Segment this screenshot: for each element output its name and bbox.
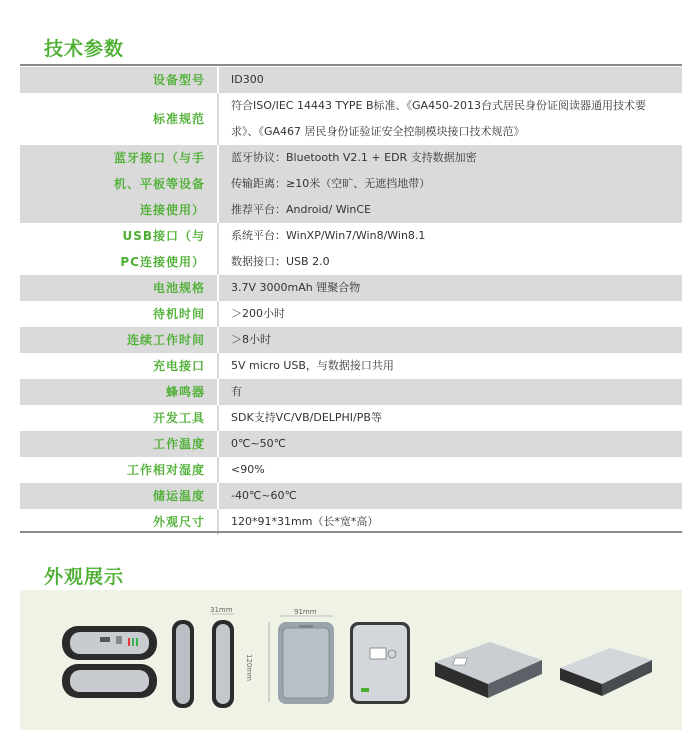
spec-value	[218, 67, 682, 93]
spec-value-line: <90%	[231, 463, 265, 476]
spec-label-line: 工作温度	[152, 437, 205, 451]
spec-label	[20, 431, 218, 457]
device-end-view-bottom	[62, 664, 157, 698]
spec-label-line: 工作相对湿度	[126, 463, 205, 477]
spec-value-line: 有	[231, 385, 242, 398]
spec-row	[20, 275, 682, 301]
device-back-view	[269, 616, 334, 704]
spec-row	[20, 353, 682, 379]
length-dimension-label: 120mm	[245, 654, 253, 681]
product-gallery	[20, 590, 682, 730]
thickness-dimension-label: 31mm	[210, 606, 233, 614]
spec-label-line: 蓝牙接口（与手	[113, 151, 205, 165]
spec-value-line: 求》、《GA467 居民身份证验证安全控制模块接口技术规范》	[231, 125, 525, 138]
spec-value	[218, 301, 682, 327]
spec-value-line: 系统平台：WinXP/Win7/Win8/Win8.1	[231, 229, 426, 242]
spec-label-line: USB接口（与	[122, 229, 205, 243]
spec-label-line: 储运温度	[152, 489, 205, 503]
spec-label	[20, 457, 218, 483]
spec-label	[20, 327, 218, 353]
appearance-section-title: 外观展示	[44, 566, 125, 588]
spec-label	[20, 67, 218, 93]
spec-label	[20, 405, 218, 431]
spec-table	[20, 67, 682, 535]
spec-label-line: 连续工作时间	[126, 333, 205, 347]
spec-label-line: 电池规格	[152, 281, 205, 295]
device-end-view-top	[62, 626, 157, 660]
spec-value-line: 蓝牙协议：Bluetooth V2.1 + EDR 支持数据加密	[231, 151, 477, 164]
specs-section-title: 技术参数	[44, 38, 125, 60]
spec-value	[218, 431, 682, 457]
spec-value-line: 0℃~50℃	[231, 437, 286, 450]
spec-label-line: 外观尺寸	[152, 515, 205, 529]
spec-value	[218, 275, 682, 301]
spec-row	[20, 93, 682, 145]
spec-row	[20, 483, 682, 509]
spec-value-line: ＞8小时	[231, 333, 271, 346]
spec-label-line: 开发工具	[152, 411, 205, 425]
spec-value-line: -40℃~60℃	[231, 489, 297, 502]
spec-row	[20, 301, 682, 327]
spec-value-line: 5V micro USB，与数据接口共用	[231, 359, 394, 372]
device-side-view-2	[212, 614, 234, 708]
spec-value	[218, 405, 682, 431]
product-illustrations	[20, 590, 682, 730]
spec-value-line: 数据接口：USB 2.0	[231, 255, 330, 268]
spec-label-line: 蜂鸣器	[165, 385, 205, 399]
spec-value-line: ID300	[231, 73, 264, 86]
spec-row	[20, 223, 682, 275]
spec-label-line: PC连接使用）	[120, 255, 205, 269]
device-perspective-view-2	[560, 648, 652, 696]
spec-label	[20, 145, 218, 223]
spec-value	[218, 223, 682, 275]
spec-value	[218, 327, 682, 353]
spec-value	[218, 145, 682, 223]
spec-value-line: 符合ISO/IEC 14443 TYPE B标准、《GA450-2013台式居民身份证阅读器通用技术要	[231, 99, 647, 112]
spec-label	[20, 275, 218, 301]
spec-value-line: 推荐平台：Android/ WinCE	[231, 203, 372, 216]
spec-label	[20, 301, 218, 327]
spec-row	[20, 379, 682, 405]
spec-label-line: 待机时间	[152, 307, 205, 321]
spec-value	[218, 93, 682, 145]
spec-label	[20, 483, 218, 509]
spec-label-line: 连接使用）	[139, 203, 205, 217]
spec-label-line: 设备型号	[152, 73, 205, 87]
spec-label	[20, 379, 218, 405]
bottom-divider	[20, 531, 682, 533]
spec-label	[20, 93, 218, 145]
spec-row	[20, 457, 682, 483]
spec-value	[218, 483, 682, 509]
spec-label	[20, 353, 218, 379]
spec-value	[218, 353, 682, 379]
spec-value-line: 120*91*31mm（长*宽*高）	[231, 515, 379, 528]
device-side-view-1	[172, 620, 194, 708]
spec-row	[20, 327, 682, 353]
spec-value	[218, 379, 682, 405]
spec-value-line: ＞200小时	[231, 307, 285, 320]
spec-value-line: 传输距离：≥10米（空旷、无遮挡地带）	[231, 177, 431, 190]
spec-label-line: 机、平板等设备	[113, 177, 205, 191]
spec-row	[20, 431, 682, 457]
spec-row	[20, 405, 682, 431]
device-perspective-view-1	[435, 642, 542, 698]
spec-value-line: 3.7V 3000mAh 锂聚合物	[231, 281, 361, 294]
device-front-view	[350, 622, 410, 704]
spec-row	[20, 67, 682, 93]
spec-value	[218, 457, 682, 483]
spec-label	[20, 223, 218, 275]
spec-label-line: 充电接口	[152, 359, 205, 373]
spec-value-line: SDK支持VC/VB/DELPHI/PB等	[231, 411, 382, 424]
spec-label-line: 标准规范	[152, 112, 205, 126]
width-dimension-label: 91mm	[294, 608, 317, 616]
top-divider	[20, 64, 682, 66]
spec-row	[20, 145, 682, 223]
